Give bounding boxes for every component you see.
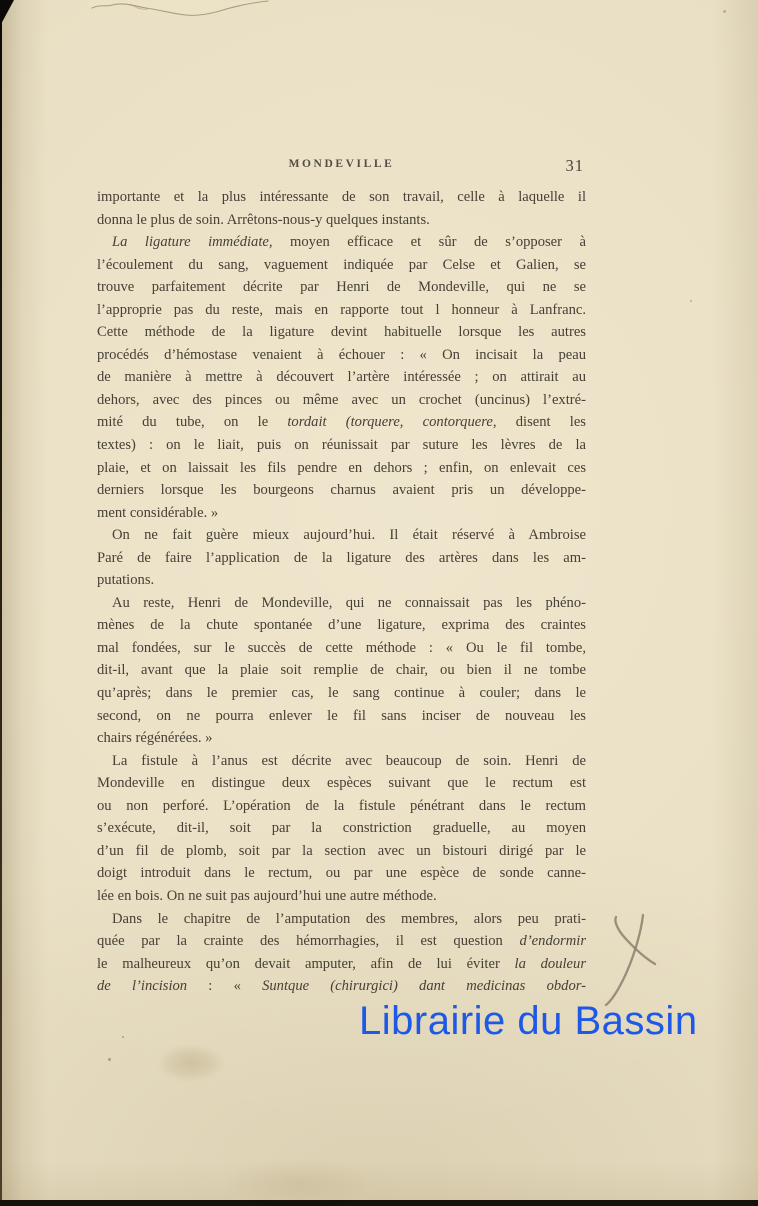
- text-line: dit-il, avant que la plaie soit remplie de chair, ou bien il ne tombe: [97, 662, 586, 679]
- text-line: mité du tube, on le tordait (torquere, contorquere, disent les: [97, 414, 586, 431]
- text-line: Mondeville en distingue deux espèces suivant que le rectum est: [97, 775, 586, 792]
- text-line: donna le plus de soin. Arrêtons-nous-y quelques instants.: [97, 211, 430, 228]
- text-line: quée par la crainte des hémorrhagies, il est question d’endormir: [97, 933, 586, 950]
- page-header: [97, 158, 586, 180]
- text-line: Cette méthode de la ligature devint habituelle lorsque les autres: [97, 324, 586, 341]
- text-line: On ne fait guère mieux aujourd’hui. Il était réservé à Ambroise: [112, 527, 586, 544]
- body-text: [97, 186, 586, 998]
- text-line: de manière à mettre à découvert l’artère intéressée ; on attirait au: [97, 369, 586, 386]
- text-line: second, on ne pourra enlever le fil sans inciser de nouveau les: [97, 707, 586, 724]
- text-line: La ligature immédiate, moyen efficace et sûr de s’opposer à: [112, 234, 586, 251]
- text-line: importante et la plus intéressante de son travail, celle à laquelle il: [97, 189, 586, 205]
- text-line: le malheureux qu’on devait amputer, afin de lui éviter la douleur: [97, 955, 586, 972]
- text-line: doigt introduit dans le rectum, ou par une espèce de sonde canne-: [97, 865, 586, 882]
- text-line: ment considérable. »: [97, 504, 219, 521]
- watermark: Librairie du Bassin: [359, 999, 698, 1043]
- text-line: Au reste, Henri de Mondeville, qui ne connaissait pas les phéno-: [112, 594, 586, 611]
- text-line: lée en bois. On ne suit pas aujourd’hui une autre méthode.: [97, 887, 437, 904]
- text-line: l’écoulement du sang, vaguement indiquée par Celse et Galien, se: [97, 256, 586, 273]
- running-title: MONDEVILLE: [288, 158, 395, 170]
- text-line: plaie, et on laissait les fils pendre en dehors ; enfin, on enlevait ces: [97, 459, 586, 476]
- text-line: s’exécute, dit-il, soit par la constriction graduelle, au moyen: [97, 820, 586, 837]
- text-line: ou non perforé. L’opération de la fistule pénétrant dans le rectum: [97, 797, 586, 814]
- text-line: dehors, avec des pinces ou même avec un crochet (uncinus) l’extré-: [97, 391, 586, 408]
- text-line: chairs régénérées. »: [97, 730, 213, 747]
- text-line: putations.: [97, 572, 155, 589]
- page-number: 31: [565, 156, 584, 175]
- text-line: trouve parfaitement décrite par Henri de Mondeville, qui ne se: [97, 279, 586, 296]
- paper-speck: [690, 300, 692, 302]
- text-line: Dans le chapitre de l’amputation des membres, alors peu prati-: [112, 910, 586, 927]
- text-line: d’un fil de plomb, soit par la section avec un bistouri dirigé par le: [97, 842, 586, 859]
- paper-stain: [225, 1160, 375, 1206]
- page-edge-shadow: [0, 0, 2, 1200]
- text-line: l’approprie pas du reste, mais en rapporte tout l honneur à Lanfranc.: [97, 301, 586, 318]
- text-line: procédés d’hémostase venaient à échouer : « On incisait la peau: [97, 346, 586, 363]
- paper-crease-tear: [90, 0, 285, 36]
- paper-speck: [723, 10, 726, 13]
- text-line: textes) : on le liait, puis on réunissait par suture les lèvres de la: [97, 437, 586, 454]
- text-line: La fistule à l’anus est décrite avec beaucoup de soin. Henri de: [112, 752, 586, 769]
- text-line: de l’incision : « Suntque (chirurgici) dant medicinas obdor-: [97, 978, 586, 995]
- paper-speck: [108, 1058, 111, 1061]
- text-line: derniers lorsque les bourgeons charnus avaient pris un développe-: [97, 482, 586, 499]
- paper-speck: [122, 1036, 124, 1038]
- paper-stain: [160, 1046, 222, 1080]
- text-line: mal fondées, sur le succès de cette méthode : « Ou le fil tombe,: [97, 639, 586, 656]
- text-line: mènes de la chute spontanée d’une ligature, exprima des craintes: [97, 617, 586, 634]
- text-line: qu’après; dans le premier cas, le sang continue à couler; dans le: [97, 685, 586, 702]
- text-line: Paré de faire l’application de la ligature des artères dans les am-: [97, 549, 586, 566]
